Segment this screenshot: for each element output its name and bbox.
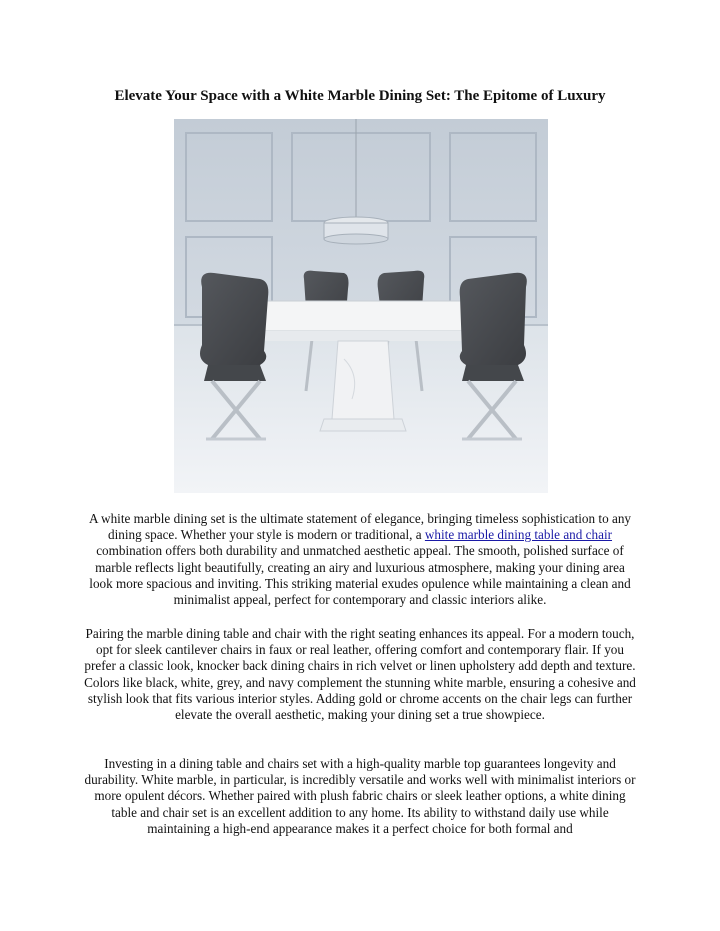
paragraph-seating: Pairing the marble dining table and chair with the right seating enhances its appeal. For a modern touch, opt for sleek cantilever chairs in faux or real leather, offering comfort and contemporary flair. If you prefer a classic look, knocker back dining chairs in rich velvet or linen upholstery add depth and texture. Colors like black, white, grey, and navy complement the stunning white marble, ensuring a cohesive and stylish look that fits various interior styles. Adding gold or chrome accents on the chair legs can further elevate the overall aesthetic, making your dining set a true showpiece.: [84, 626, 636, 723]
article-title: Elevate Your Space with a White Marble Dining Set: The Epitome of Luxury: [114, 88, 606, 104]
paragraph-intro-text-before: A white marble dining set is the ultimate statement of elegance, bringing timeless sophistication to any dining space. Whether your style is modern or traditional, a: [88, 511, 632, 543]
dining-set-illustration: [174, 119, 548, 493]
marble-dining-table-link[interactable]: white marble dining table and chair: [424, 527, 613, 543]
paragraph-investing: Investing in a dining table and chairs set with a high-quality marble top guarantees longevity and durability. White marble, in particular, is incredibly versatile and works well with minimalist interiors or more opulent décors. Whether paired with plush fabric chairs or sleek leather options, a white dining table and chair set is an excellent addition to any home. Its ability to withstand daily use while maintaining a high-end appearance makes it a perfect choice for both formal and: [84, 756, 636, 836]
paragraph-intro: [84, 511, 636, 608]
paragraph-intro-text-after: combination offers both durability and unmatched aesthetic appeal. The smooth, polished surface of marble reflects light beautifully, creating an airy and luxurious atmosphere, making your dining area look more spacious and inviting. This striking material exudes opulence while maintaining a clean and minimalist appeal, perfect for contemporary and classic interiors alike.: [89, 543, 631, 608]
dining-set-photo: [174, 119, 548, 493]
